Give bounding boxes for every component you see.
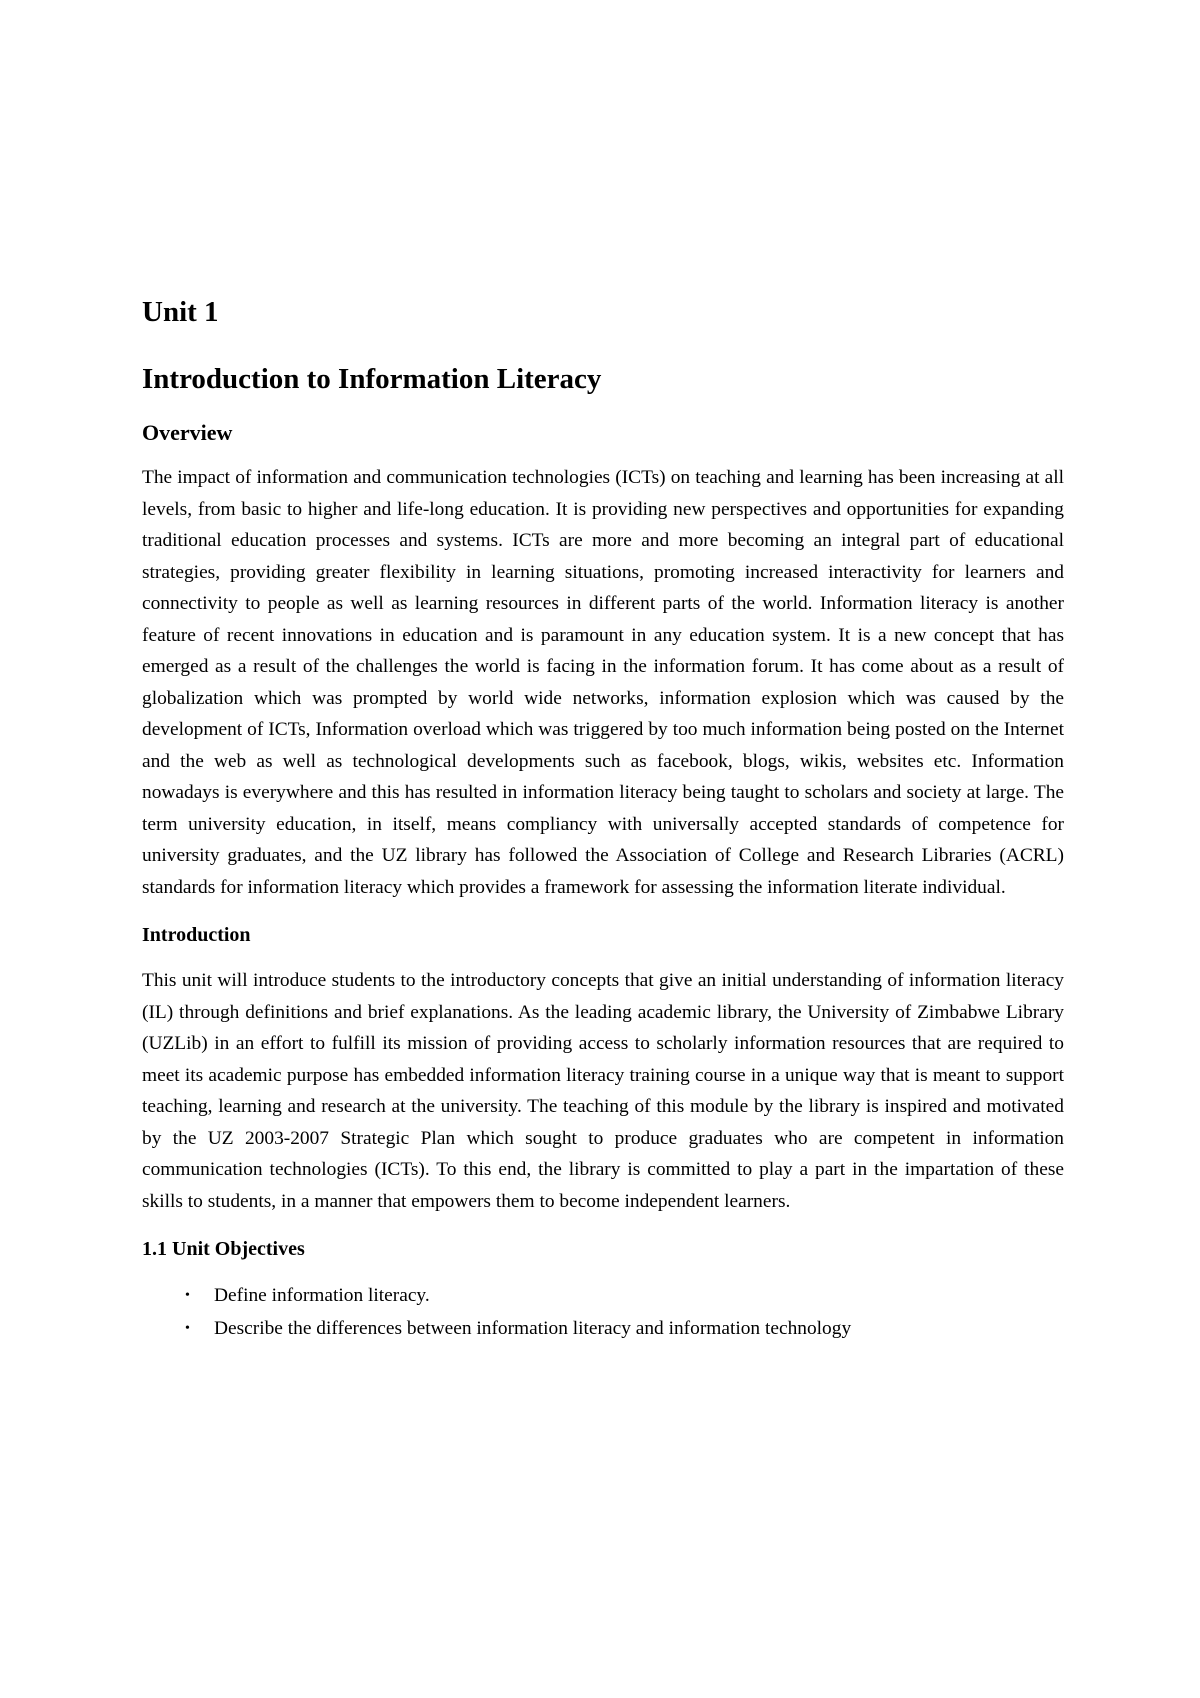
overview-paragraph: The impact of information and communication technologies (ICTs) on teaching and learning has been increasing at all levels, from basic to higher and life-long education. It is providing new perspectives and opportunities for expanding traditional education processes and systems. ICTs are more and more becoming an integral part of educational strategies, providing greater flexibility in learning situations, promoting increased interactivity for learners and connectivity to people as well as learning resources in different parts of the world. Information literacy is another feature of recent innovations in education and is paramount in any education system. It is a new concept that has emerged as a result of the challenges the world is facing in the information forum. It has come about as a result of globalization which was prompted by world wide networks, information explosion which was caused by the development of ICTs, Information overload which was triggered by too much information being posted on the Internet and the web as well as technological developments such as facebook, blogs, wikis, websites etc. Information nowadays is everywhere and this has resulted in information literacy being taught to scholars and society at large. The term university education, in itself, means compliancy with universally accepted standards of competence for university graduates, and the UZ library has followed the Association of College and Research Libraries (ACRL) standards for information literacy which provides a framework for assessing the information literate individual. [142, 467, 1064, 898]
overview-heading: Overview [142, 420, 233, 445]
objective-item [142, 1312, 1064, 1345]
objective-text: Describe the differences between information literacy and information technology [214, 1318, 852, 1339]
document-title: Introduction to Information Literacy [142, 363, 602, 395]
document-page [142, 294, 1064, 1345]
bullet-icon: • [185, 1321, 190, 1336]
objectives-list [142, 1279, 1064, 1345]
objective-item [142, 1279, 1064, 1312]
unit-label: Unit 1 [142, 296, 219, 328]
bullet-icon: • [185, 1288, 190, 1303]
introduction-heading: Introduction [142, 924, 251, 946]
objectives-heading: 1.1 Unit Objectives [142, 1238, 305, 1260]
introduction-paragraph: This unit will introduce students to the introductory concepts that give an initial understanding of information literacy (IL) through definitions and brief explanations. As the leading academic library, the University of Zimbabwe Library (UZLib) in an effort to fulfill its mission of providing access to scholarly information resources that are required to meet its academic purpose has embedded information literacy training course in a unique way that is meant to support teaching, learning and research at the university. The teaching of this module by the library is inspired and motivated by the UZ 2003-2007 Strategic Plan which sought to produce graduates who are competent in information communication technologies (ICTs). To this end, the library is committed to play a part in the impartation of these skills to students, in a manner that empowers them to become independent learners. [142, 970, 1064, 1212]
objective-text: Define information literacy. [214, 1285, 430, 1306]
